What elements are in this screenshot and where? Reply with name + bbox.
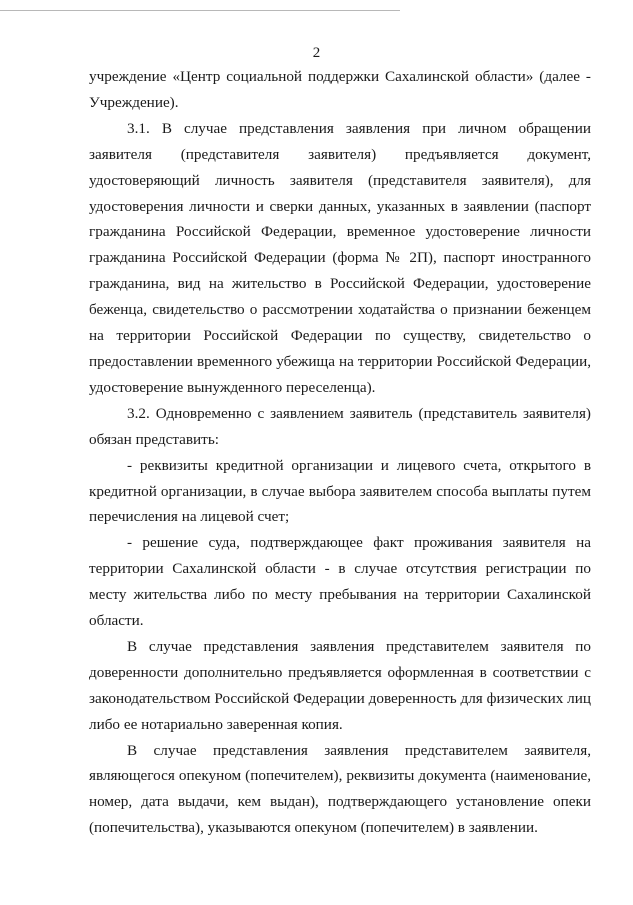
paragraph-3-2: 3.2. Одновременно с заявлением заявитель (представитель заявителя) обязан представить:	[89, 404, 591, 448]
paragraph-power-of-attorney: В случае представления заявления представителем заявителя по доверенности дополнительно предъявляется оформленная в соответствии с законодательством Российской Федерации доверенность для физических лиц либо ее нотариально заверенная копия.	[89, 637, 591, 733]
scan-artifact-line	[0, 10, 400, 11]
list-item-bank-details: - реквизиты кредитной организации и лицевого счета, открытого в кредитной организации, в случае выбора заявителем способа выплаты путем перечисления на лицевой счет;	[89, 456, 591, 526]
page-number: 2	[312, 45, 321, 61]
paragraph-guardian: В случае представления заявления представителем заявителя, являющегося опекуном (попечителем), реквизиты документа (наименование, номер, дата выдачи, кем выдан), подтверждающего установление опеки (попечительства), указываются опекуном (попечителем) в заявлении.	[89, 741, 591, 837]
document-body	[89, 64, 591, 841]
paragraph-3-1: 3.1. В случае представления заявления при личном обращении заявителя (представителя заявителя) предъявляется документ, удостоверяющий личность заявителя (представителя заявителя), для удостоверения личности и сверки данных, указанных в заявлении (паспорт гражданина Российской Федерации, временное удостоверение личности гражданина Российской Федерации (форма № 2П), паспорт иностранного гражданина, вид на жительство в Российской Федерации, удостоверение беженца, свидетельство о рассмотрении ходатайства о признании беженцем на территории Российской Федерации по существу, свидетельство о предоставлении временного убежища на территории Российской Федерации, удостоверение вынужденного переселенца).	[89, 119, 591, 396]
list-item-court-decision: - решение суда, подтверждающее факт проживания заявителя на территории Сахалинской области - в случае отсутствия регистрации по месту жительства либо по месту пребывания на территории Сахалинской области.	[89, 534, 591, 630]
paragraph-continuation: учреждение «Центр социальной поддержки Сахалинской области» (далее - Учреждение).	[89, 68, 591, 111]
